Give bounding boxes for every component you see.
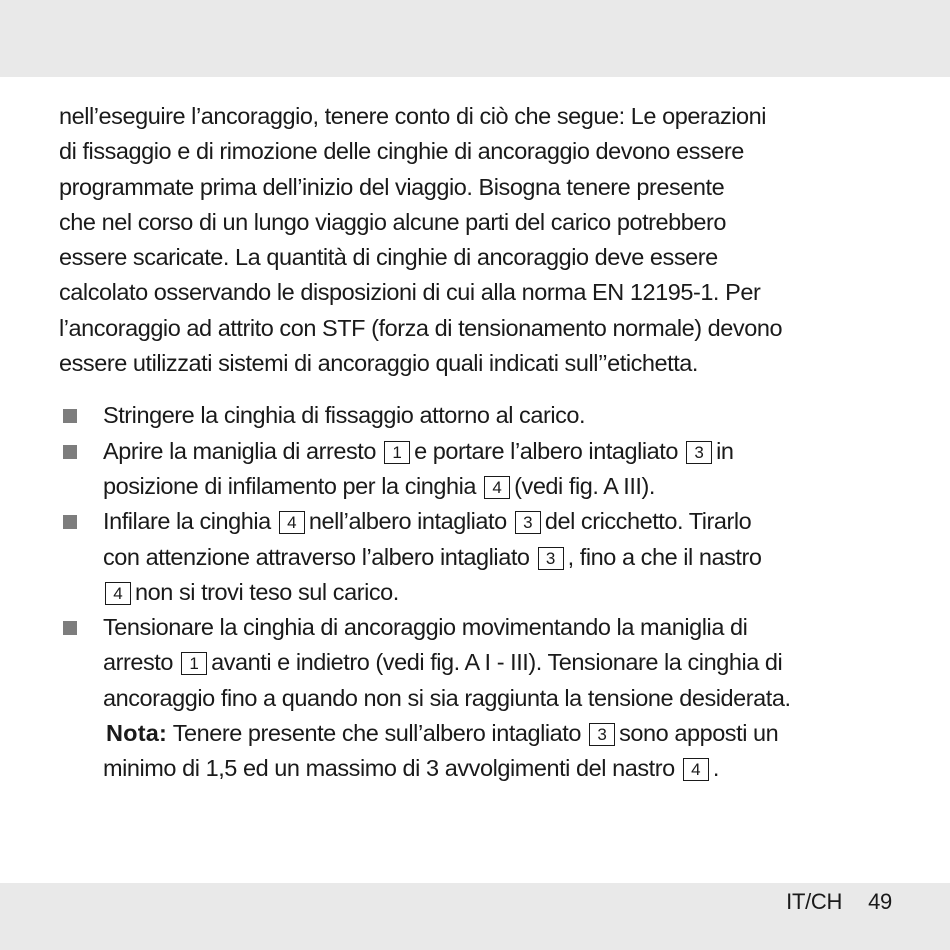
figure-ref-badge: 1 — [384, 441, 410, 464]
note-text: . — [712, 755, 719, 782]
step-text: Tensionare la cinghia di ancoraggio movimentando la maniglia di — [103, 614, 748, 641]
intro-line: essere scaricate. La quantità di cinghie di ancoraggio deve essere — [59, 244, 718, 271]
figure-ref-badge: 4 — [683, 758, 709, 781]
step-text: arresto — [103, 649, 173, 676]
step-text: (vedi fig. A III). — [514, 472, 655, 499]
figure-ref-badge: 3 — [589, 723, 615, 746]
step-text: Infilare la cinghia — [103, 508, 271, 535]
intro-line: nell’eseguire l’ancoraggio, tenere conto di ciò che segue: Le operazioni — [59, 103, 767, 129]
intro-line: programmate prima dell’inizio del viaggio. Bisogna tenere presente — [59, 173, 725, 200]
step-text: Stringere la cinghia di fissaggio attorno al carico. — [103, 402, 586, 429]
intro-line: calcolato osservando le disposizioni di cui alla norma EN 12195-1. Per — [59, 279, 761, 306]
square-bullet-icon — [63, 445, 77, 459]
locale-label: IT/CH — [786, 889, 843, 914]
header-band — [0, 0, 950, 77]
page-content — [59, 99, 899, 787]
intro-line: di fissaggio e di rimozione delle cinghie di ancoraggio devono essere — [59, 138, 744, 165]
list-item — [59, 434, 899, 505]
square-bullet-icon — [63, 515, 77, 529]
step-text: posizione di infilamento per la cinghia — [103, 472, 477, 499]
figure-ref-badge: 4 — [484, 476, 510, 499]
list-item — [59, 398, 899, 433]
step-text: con attenzione attraverso l’albero intagliato — [103, 543, 530, 570]
list-item — [59, 610, 899, 786]
step-text: in — [716, 437, 734, 464]
intro-line: l’ancoraggio ad attrito con STF (forza di tensionamento normale) devono — [59, 314, 783, 341]
intro-paragraph — [59, 99, 899, 381]
figure-ref-badge: 1 — [181, 652, 207, 675]
note — [103, 720, 778, 781]
step-text: Aprire la maniglia di arresto — [103, 437, 376, 464]
note-text: Tenere presente che sull’albero intagliato — [172, 720, 581, 747]
step-text: non si trovi teso sul carico. — [135, 578, 399, 605]
step-text: , fino a che il nastro — [567, 543, 762, 570]
page-number: 49 — [868, 889, 892, 914]
step-text: avanti e indietro (vedi fig. A I - III). Tensionare la cinghia di — [211, 649, 783, 676]
note-text: minimo di 1,5 ed un massimo di 3 avvolgimenti del nastro — [103, 755, 675, 782]
list-item — [59, 504, 899, 610]
figure-ref-badge: 3 — [538, 547, 564, 570]
figure-ref-badge: 3 — [515, 511, 541, 534]
note-text: sono apposti un — [619, 720, 779, 747]
step-text: del cricchetto. Tirarlo — [544, 508, 752, 535]
step-text: ancoraggio fino a quando non si sia raggiunta la tensione desiderata. — [103, 684, 791, 711]
instruction-list — [59, 398, 899, 786]
figure-ref-badge: 4 — [105, 582, 131, 605]
note-label: Nota: — [106, 720, 168, 747]
figure-ref-badge: 4 — [279, 511, 305, 534]
intro-line: essere utilizzati sistemi di ancoraggio quali indicati sull’’etichetta. — [59, 350, 699, 377]
step-text: e portare l’albero intagliato — [414, 437, 678, 464]
figure-ref-badge: 3 — [686, 441, 712, 464]
square-bullet-icon — [63, 409, 77, 423]
intro-line: che nel corso di un lungo viaggio alcune parti del carico potrebbero — [59, 208, 727, 235]
page-footer — [786, 888, 892, 916]
step-text: nell’albero intagliato — [308, 508, 507, 535]
square-bullet-icon — [63, 621, 77, 635]
